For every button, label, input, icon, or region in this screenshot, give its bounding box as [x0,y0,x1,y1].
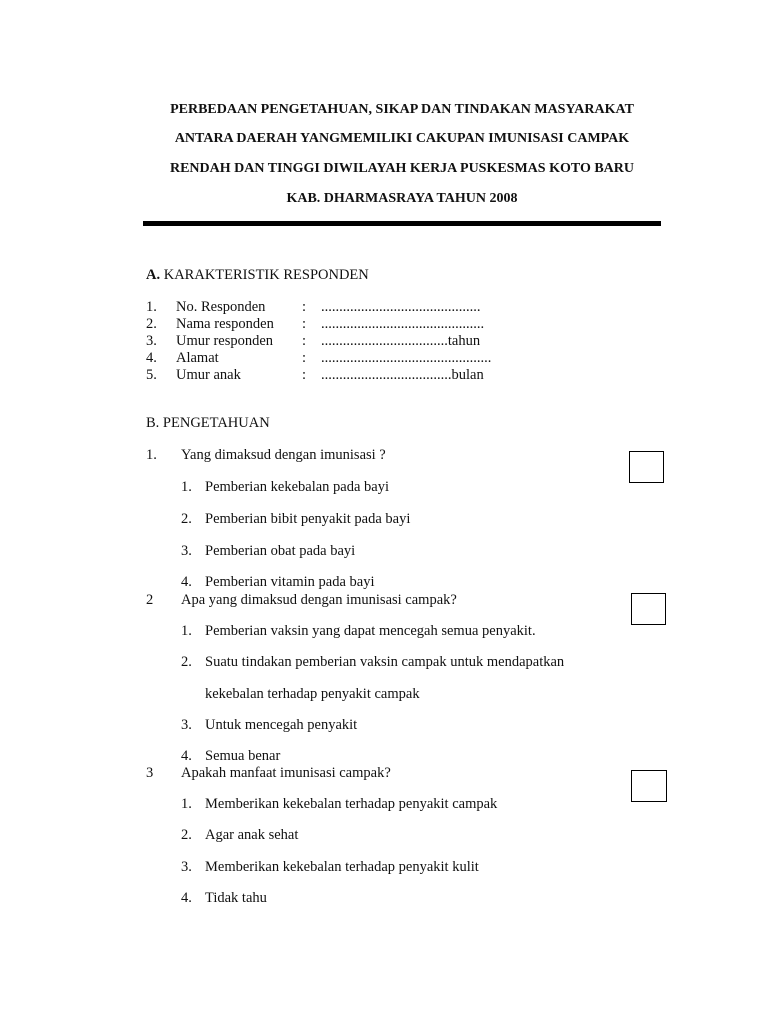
section-b-heading: B. PENGETAHUAN [146,415,270,431]
row-fill-line[interactable]: ............................................ [321,299,481,315]
document-title-line-2: ANTARA DAERAH YANGMEMILIKI CAKUPAN IMUNISASI CAMPAK [174,131,630,146]
title-divider [143,221,661,226]
row-number: 4. [146,350,157,366]
row-label: Nama responden [176,316,274,332]
option-number: 1. [181,796,192,812]
question-text: Apa yang dimaksud dengan imunisasi campak? [181,592,457,608]
option-number: 3. [181,859,192,875]
question-number: 1. [146,447,157,463]
row-label: Alamat [176,350,219,366]
row-label: Umur anak [176,367,241,383]
option-text: Memberikan kekebalan terhadap penyakit kulit [205,859,479,875]
question-number: 2 [146,592,154,608]
row-colon: : [302,350,307,366]
option-number: 1. [181,623,192,639]
row-fill-line[interactable]: ...................................tahun [321,333,481,349]
option-text: Untuk mencegah penyakit [205,717,358,733]
option-number: 3. [181,543,192,559]
row-fill-line[interactable]: ....................................bulan [321,367,484,383]
question-text: Yang dimaksud dengan imunisasi ? [181,447,386,463]
question-text: Apakah manfaat imunisasi campak? [181,765,391,781]
option-number: 2. [181,511,192,527]
answer-box[interactable] [631,770,667,802]
option-text: Memberikan kekebalan terhadap penyakit campak [205,796,498,812]
document-title-line-4: KAB. DHARMASRAYA TAHUN 2008 [286,191,518,206]
document-title-line-1: PERBEDAAN PENGETAHUAN, SIKAP DAN TINDAKAN MASYARAKAT [170,102,634,117]
section-a-heading [146,268,369,283]
option-text: Pemberian vaksin yang dapat mencegah semua penyakit. [205,623,536,639]
row-number: 2. [146,316,157,332]
section-a-title: KARAKTERISTIK RESPONDEN [163,267,369,283]
row-label: No. Responden [176,299,266,315]
row-number: 1. [146,299,157,315]
row-colon: : [302,367,307,383]
option-number: 4. [181,890,192,906]
row-number: 5. [146,367,157,383]
row-colon: : [302,299,307,315]
option-number: 4. [181,748,192,764]
row-label: Umur responden [176,333,274,349]
section-a-letter: A. [146,267,161,283]
option-text: Pemberian obat pada bayi [205,543,356,559]
option-text: Pemberian kekebalan pada bayi [205,479,389,495]
option-text: Pemberian bibit penyakit pada bayi [205,511,411,527]
option-text: Tidak tahu [205,890,267,906]
option-text: Suatu tindakan pemberian vaksin campak untuk mendapatkan [205,654,565,670]
option-text: Agar anak sehat [205,827,299,843]
option-number: 2. [181,827,192,843]
row-colon: : [302,316,307,332]
option-text-continued: kekebalan terhadap penyakit campak [205,686,420,702]
option-number: 1. [181,479,192,495]
option-number: 2. [181,654,192,670]
option-number: 3. [181,717,192,733]
row-fill-line[interactable]: ............................................... [321,350,492,366]
answer-box[interactable] [629,451,664,483]
row-colon: : [302,333,307,349]
option-text: Semua benar [205,748,281,764]
option-text: Pemberian vitamin pada bayi [205,574,375,590]
document-title-line-3: RENDAH DAN TINGGI DIWILAYAH KERJA PUSKESMAS KOTO BARU [169,161,635,176]
row-fill-line[interactable]: ............................................. [321,316,485,332]
answer-box[interactable] [631,593,666,625]
question-number: 3 [146,765,154,781]
row-number: 3. [146,333,157,349]
option-number: 4. [181,574,192,590]
